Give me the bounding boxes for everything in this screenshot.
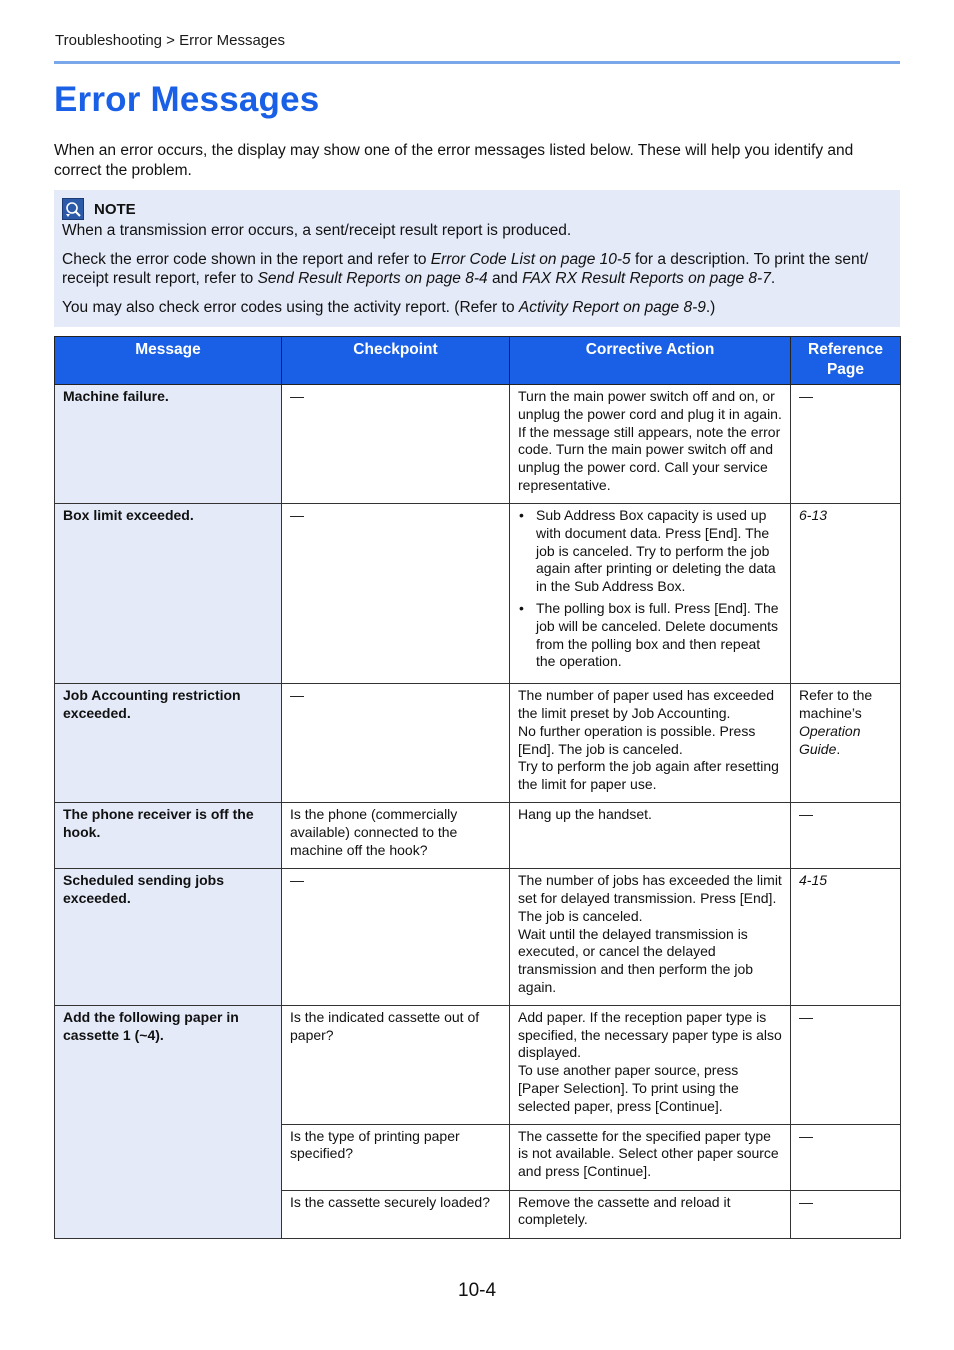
action-line: Wait until the delayed transmission is executed, or cancel the delayed transmission and then perform the job again. [518, 925, 754, 995]
link-error-code-list[interactable]: Error Code List on page 10-5 [430, 250, 631, 268]
checkpoint-cell: Is the indicated cassette out of paper? [282, 1005, 510, 1124]
link-fax-rx-result-reports[interactable]: FAX RX Result Reports on page 8-7 [522, 270, 771, 287]
reference-link[interactable]: 6-13 [799, 507, 828, 523]
header-message: Message [55, 337, 282, 385]
list-item: • Sub Address Box capacity is used up with document data. Press [End]. The job is canceled. Try to perform the job again after printing or deleting the data in the Sub Address Box. [518, 507, 782, 596]
link-send-result-reports[interactable]: Send Result Reports on page 8-4 [257, 270, 488, 287]
reference-cell: — [791, 1124, 901, 1190]
checkpoint-cell: — [282, 385, 510, 504]
action-line: Try to perform the job again after resetting the limit for paper use. [518, 758, 779, 793]
action-cell [510, 504, 791, 684]
action-line: Add paper. If the reception paper type is specified, the necessary paper type is also displayed. [518, 1008, 782, 1061]
page-number: 10-4 [458, 1280, 497, 1301]
intro-text: When an error occurs, the display may show one of the error messages listed below. These will help you identify and correct the problem. [54, 142, 854, 179]
action-cell: Turn the main power switch off and on, or unplug the power cord and plug it in again. If the message still appears, note the error code. Turn the main power switch off and unplug the power cord. Call your service representative. [510, 385, 791, 504]
reference-cell: — [791, 803, 901, 869]
action-line: The number of paper used has exceeded the limit preset by Job Accounting. [518, 687, 775, 721]
note-line-1: When a transmission error occurs, a sent/receipt result report is produced. [62, 222, 572, 239]
message-cell: Machine failure. [55, 385, 282, 504]
checkpoint-cell: — [282, 869, 510, 1006]
breadcrumb: Troubleshooting > Error Messages [55, 32, 285, 49]
checkpoint-cell: — [282, 684, 510, 803]
message-cell: Add the following paper in cassette 1 (~4). [55, 1005, 282, 1238]
reference-cell [791, 869, 901, 1006]
header-corrective-action: Corrective Action [510, 337, 791, 385]
header-checkpoint: Checkpoint [282, 337, 510, 385]
table-row [55, 684, 901, 803]
checkpoint-cell: Is the phone (commercially available) connected to the machine off the hook? [282, 803, 510, 869]
action-cell: Hang up the handset. [510, 803, 791, 869]
table-row [55, 385, 901, 504]
message-cell: Job Accounting restriction exceeded. [55, 684, 282, 803]
reference-cell: Refer to the machine’s Operation Guide. [791, 684, 901, 803]
operation-guide-ref: Operation Guide [799, 722, 861, 757]
action-cell [510, 869, 791, 1006]
reference-cell [791, 504, 901, 684]
header-rule [54, 61, 900, 64]
message-cell: Scheduled sending jobs exceeded. [55, 869, 282, 1006]
table-row [55, 1005, 901, 1124]
note-line-2: Check the error code shown in the report and refer to Error Code List on page 10-5 for a description. To print the sent/ receipt result report, refer to Send Result Reports on page 8-4 and FAX RX Result Reports on page 8-7. [62, 250, 869, 287]
note-header [62, 198, 892, 220]
table-row [55, 803, 901, 869]
note-box [54, 190, 900, 327]
message-cell: Box limit exceeded. [55, 504, 282, 684]
checkpoint-cell: Is the type of printing paper specified? [282, 1124, 510, 1190]
table-row [55, 869, 901, 1006]
table-row [55, 504, 901, 684]
action-line: No further operation is possible. Press [End]. The job is canceled. [518, 722, 756, 757]
action-cell [510, 684, 791, 803]
header-reference-page: Reference Page [791, 337, 901, 385]
list-item: • The polling box is full. Press [End]. The job will be canceled. Delete documents from the polling box and then repeat the operation. [518, 600, 782, 671]
page-title: Error Messages [54, 80, 320, 119]
table-header-row [55, 337, 901, 385]
note-line-3: You may also check error codes using the activity report. (Refer to Activity Report on page 8-9.) [62, 298, 716, 316]
action-bullet-list [518, 507, 782, 671]
checkpoint-cell: Is the cassette securely loaded? [282, 1190, 510, 1238]
reference-cell: — [791, 1005, 901, 1124]
error-messages-table [54, 336, 901, 1239]
action-cell [510, 1005, 791, 1124]
checkpoint-cell: — [282, 504, 510, 684]
note-label: NOTE [94, 200, 136, 218]
action-cell: Remove the cassette and reload it completely. [510, 1190, 791, 1238]
message-cell: The phone receiver is off the hook. [55, 803, 282, 869]
action-cell: The cassette for the specified paper type is not available. Select other paper source and press [Continue]. [510, 1124, 791, 1190]
action-line: The number of jobs has exceeded the limit set for delayed transmission. Press [End]. The job is canceled. [518, 872, 782, 924]
action-line: To use another paper source, press [Paper Selection]. To print using the selected paper, press [Continue]. [518, 1062, 739, 1114]
reference-cell: — [791, 385, 901, 504]
link-activity-report[interactable]: Activity Report on page 8-9 [518, 298, 706, 316]
reference-link[interactable]: 4-15 [799, 872, 828, 889]
reference-cell: — [791, 1190, 901, 1238]
note-icon [62, 198, 84, 220]
